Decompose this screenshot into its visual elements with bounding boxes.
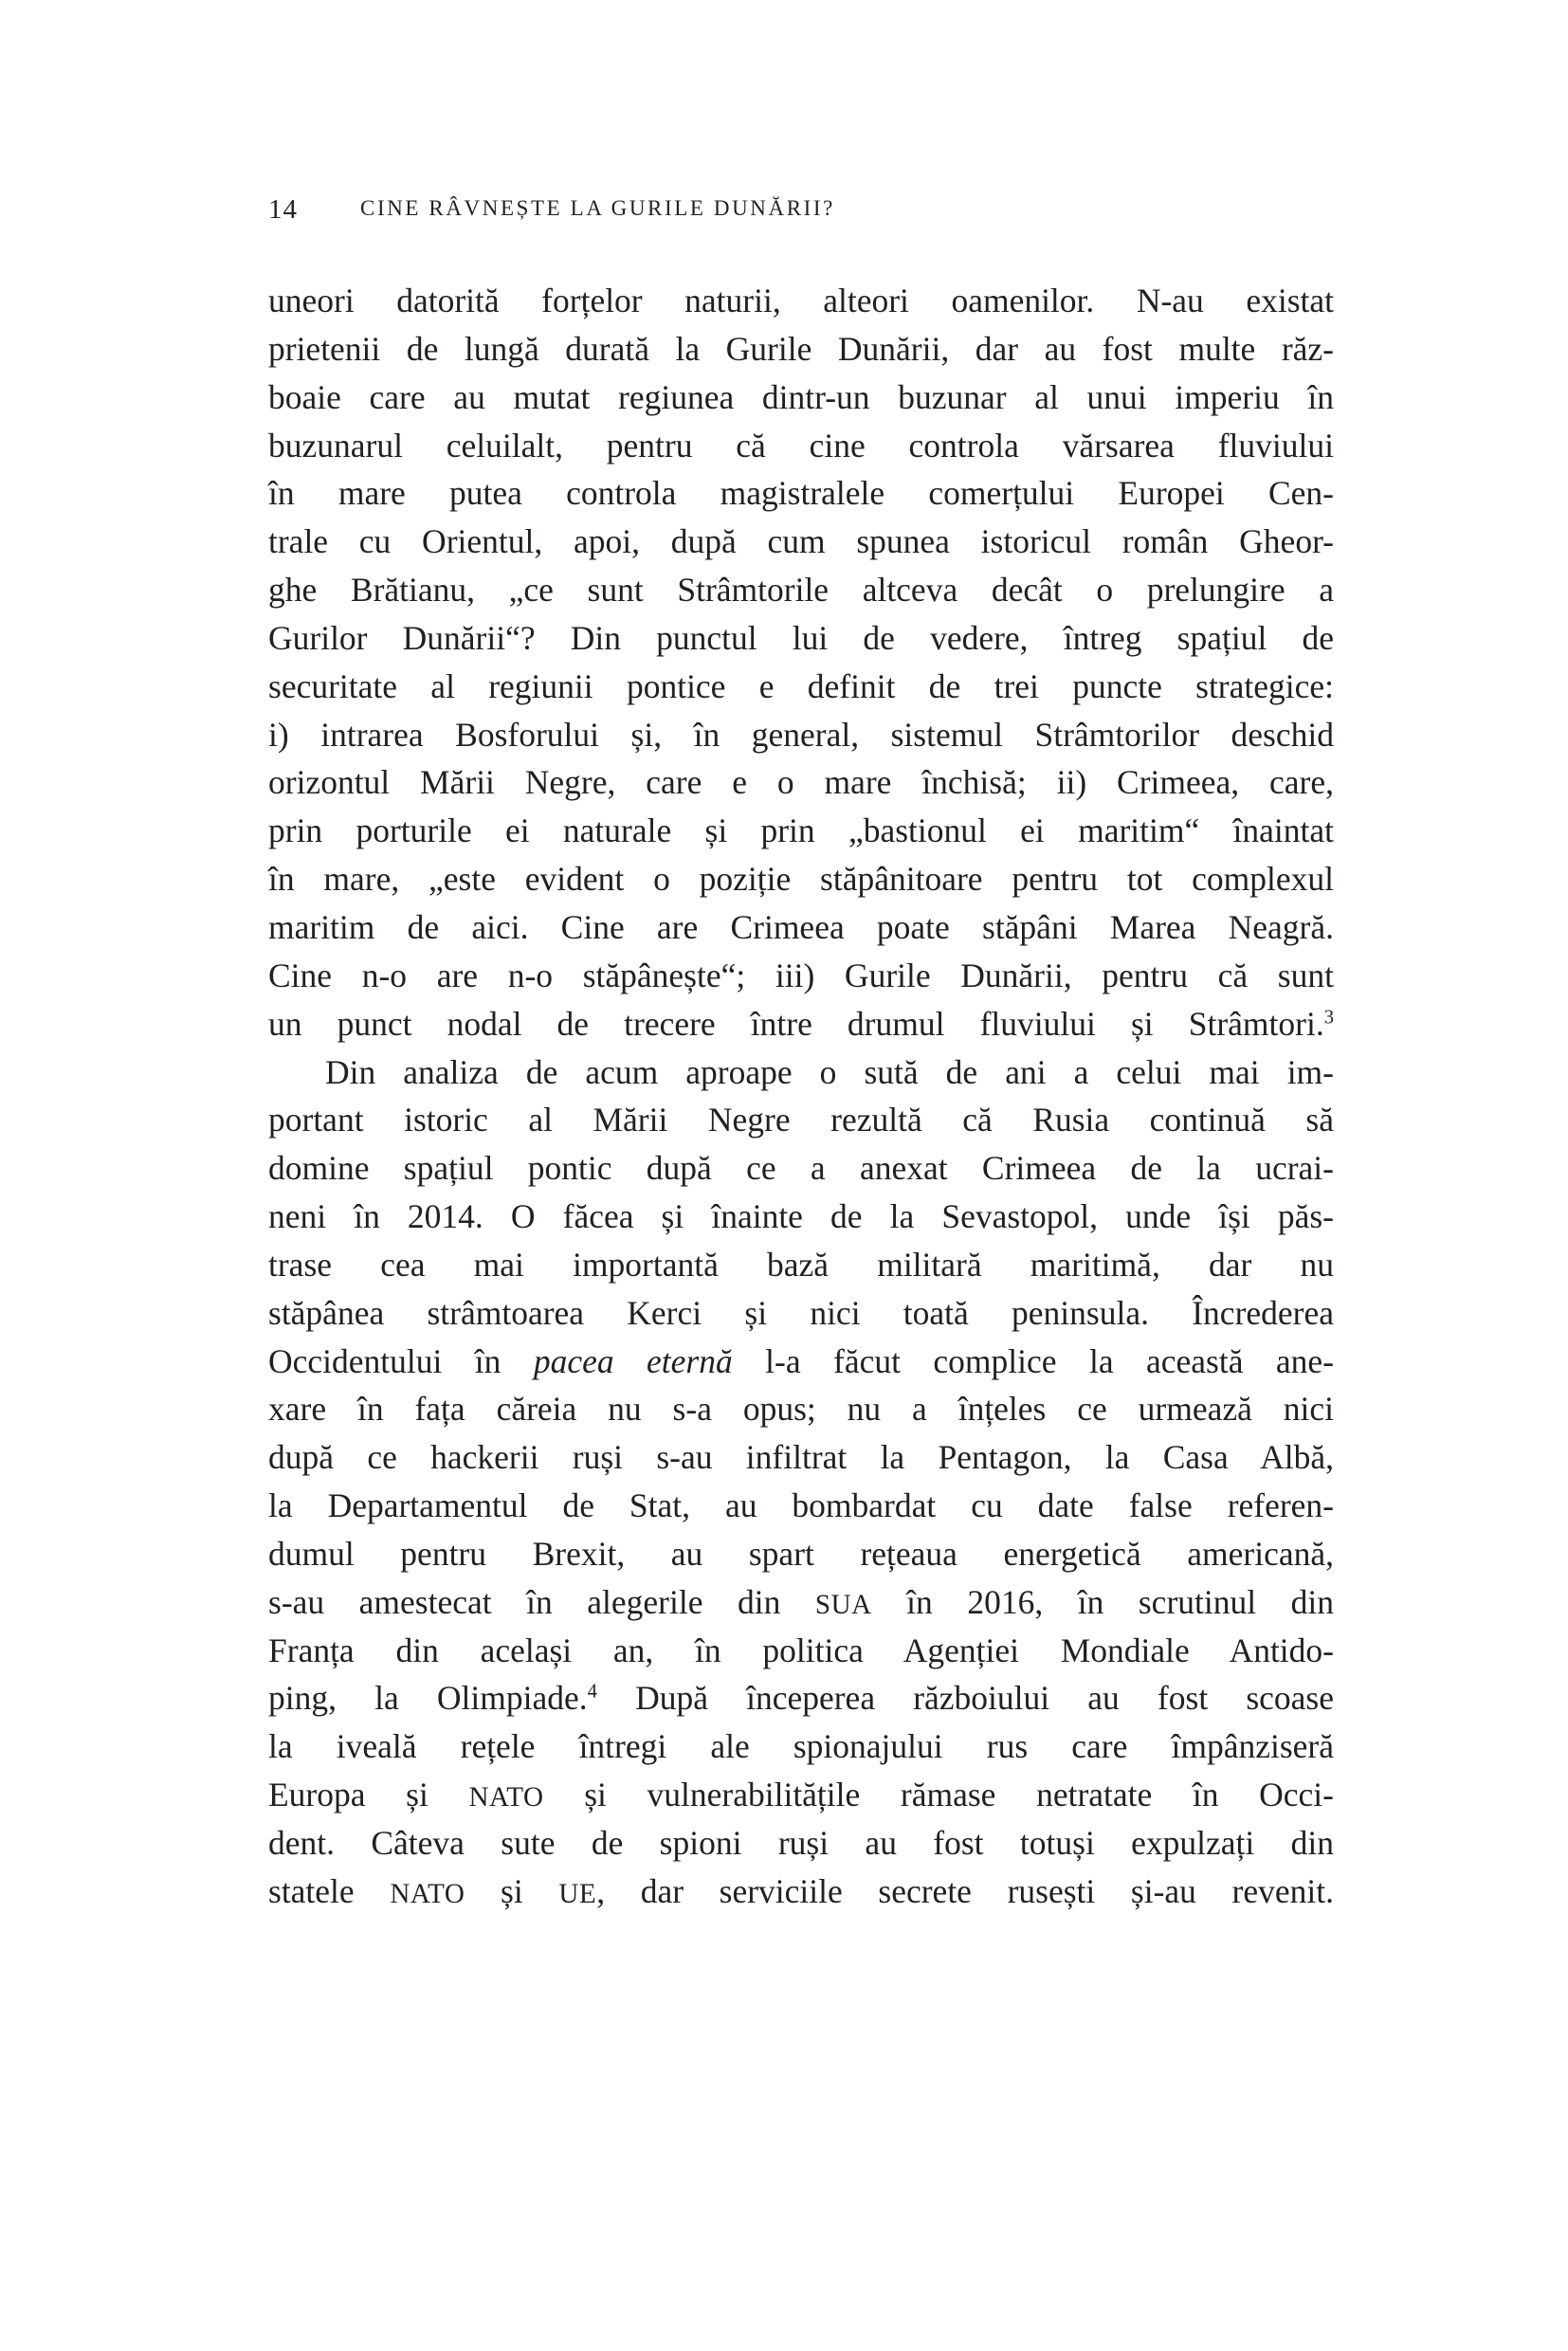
line-text: trase cea mai importantă bază militară maritimă, dar nu [268,1245,1334,1284]
line-text: la Departamentul de Stat, au bombardat cu date false referen- [268,1486,1334,1525]
small-caps-acronym: SUA [814,1589,872,1620]
line-text: Gurilor Dunării“? Din punctul lui de vedere, întreg spațiul de [268,618,1334,657]
line-text: la iveală rețele întregi ale spionajului rus care împânziseră [268,1727,1334,1766]
line-text: ping, la Olimpiade. [268,1679,588,1718]
text-line [268,422,1334,470]
line-text: dent. Câteva sute de spioni ruși au fost totuși expulzați din [268,1824,1334,1862]
line-text: un punct nodal de trecere între drumul fluviului și Strâmtori. [268,1004,1324,1043]
small-caps-acronym: UE [558,1878,597,1909]
text-line [268,518,1334,566]
line-text: ghe Brătianu, „ce sunt Strâmtorile altceva decât o prelungire a [268,571,1334,610]
text-line [268,469,1334,518]
line-text: Din analiza de acum aproape o sută de ani a celui mai im- [325,1052,1334,1091]
line-text: xare în fața căreia nu s-a opus; nu a înțeles ce urmează nici [268,1390,1334,1429]
line-text: buzunarul celuilalt, pentru că cine controla vărsarea fluviului [268,426,1334,465]
text-line [268,663,1334,711]
line-text: După începerea războiului au fost scoase [596,1679,1334,1718]
text-line [268,1771,1334,1819]
line-text: Europa și [268,1776,469,1814]
line-text: prietenii de lungă durată la Gurile Dunării, dar au fost multe răz- [268,329,1334,368]
text-line [268,325,1334,374]
text-line [268,952,1334,1000]
line-text: boaie care au mutat regiunea dintr-un buzunar al unui imperiu în [268,377,1334,416]
text-line [268,1674,1334,1722]
text-line [268,1627,1334,1675]
text-line [268,855,1334,903]
body-text [268,277,1334,1916]
text-line [268,614,1334,663]
line-text: trale cu Orientul, apoi, după cum spunea istoricul român Gheor- [268,522,1334,561]
text-line [268,1338,1334,1386]
text-line [268,566,1334,614]
small-caps-acronym: NATO [468,1782,544,1813]
chapter-title: CINE RÂVNEȘTE LA GURILE DUNĂRII? [360,196,835,220]
page-number: 14 [268,194,298,225]
text-line [268,711,1334,759]
text-line [268,1241,1334,1289]
line-text: în 2016, în scrutinul din [871,1582,1334,1621]
line-text: s-au amestecat în alegerile din [268,1582,815,1621]
line-text: l-a făcut complice la această ane- [732,1341,1334,1380]
emphasis-text: pacea eternă [533,1341,733,1380]
text-line [268,1289,1334,1338]
line-text: portant istoric al Mării Negre rezultă că Rusia continuă să [268,1101,1334,1139]
line-text: în mare putea controla magistralele comerțului Europei Cen- [268,474,1334,513]
line-text: Cine n-o are n-o stăpânește“; iii) Gurile Dunării, pentru că sunt [268,956,1334,994]
text-line [268,758,1334,807]
line-text: uneori datorită forțelor naturii, alteori oamenilor. N-au existat [268,282,1334,319]
text-line [268,1048,1334,1097]
text-line [268,1433,1334,1482]
text-line [268,1096,1334,1144]
line-text: Franța din același an, în politica Agenției Mondiale Antido- [268,1631,1334,1669]
text-line [268,1722,1334,1771]
text-line [268,1385,1334,1433]
line-text: dumul pentru Brexit, au spart rețeaua energetică americană, [268,1534,1334,1573]
line-text: și vulnerabilitățile rămase netratate în Occi- [543,1776,1334,1814]
line-text: stăpânea strâmtoarea Kerci și nici toată peninsula. Încrederea [268,1293,1334,1332]
line-text: , dar serviciile secrete rusești și-au revenit. [596,1871,1334,1910]
line-text: domine spațiul pontic după ce a anexat Crimeea de la ucrai- [268,1149,1334,1188]
small-caps-acronym: NATO [390,1878,465,1909]
line-text: neni în 2014. O făcea și înainte de la Sevastopol, unde își păs- [268,1197,1334,1236]
line-text: i) intrarea Bosforului și, în general, sistemul Strâmtorilor deschid [268,715,1334,754]
text-line [268,1578,1334,1627]
line-text: maritim de aici. Cine are Crimeea poate stăpâni Marea Neagră. [268,907,1334,946]
text-line [268,807,1334,855]
footnote-marker: 3 [1323,1007,1334,1029]
text-line [268,1819,1334,1868]
text-line [268,1868,1334,1916]
line-text: statele [268,1871,391,1910]
line-text: în mare, „este evident o poziție stăpânitoare pentru tot complexul [268,860,1334,899]
running-head [268,194,1334,242]
line-text: și [465,1871,559,1910]
text-line [268,1530,1334,1578]
line-text: orizontul Mării Negre, care e o mare închisă; ii) Crimeea, care, [268,763,1334,802]
text-line [268,1000,1334,1048]
footnote-marker: 4 [587,1682,597,1704]
line-text: securitate al regiunii pontice e definit de trei puncte strategice: [268,666,1334,705]
text-line [268,1482,1334,1530]
text-line [268,903,1334,952]
line-text: după ce hackerii ruși s-au infiltrat la Pentagon, la Casa Albă, [268,1438,1334,1477]
text-line [268,1144,1334,1193]
line-text: prin porturile ei naturale și prin „bastionul ei maritim“ înaintat [268,811,1334,850]
line-text: Occidentului în [268,1341,534,1380]
text-line [268,1193,1334,1241]
text-line [268,277,1334,325]
text-line [268,374,1334,422]
